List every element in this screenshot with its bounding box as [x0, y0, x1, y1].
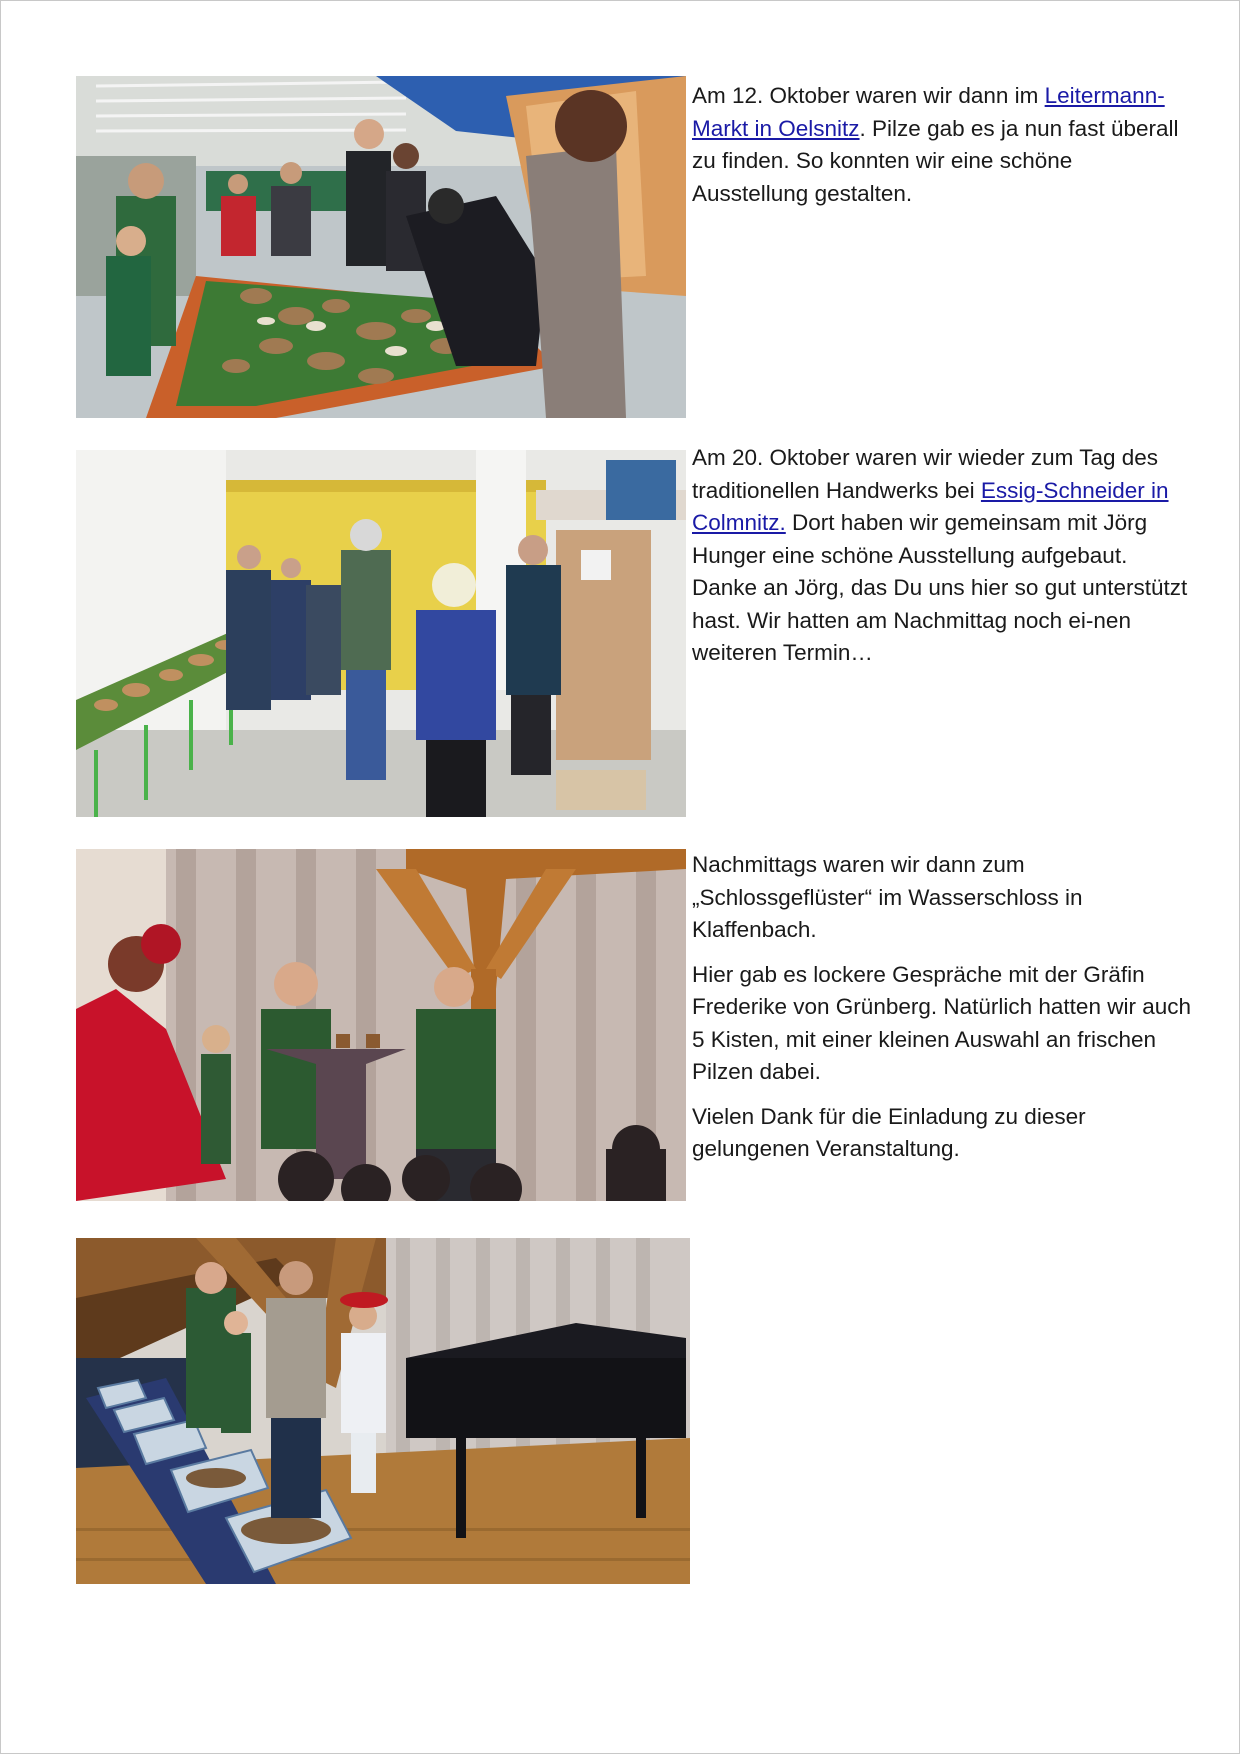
section-1-text [692, 80, 1192, 222]
section-2-text [692, 442, 1192, 682]
photo-stage-talk-image [76, 849, 686, 1201]
section-3-paragraph-3: Vielen Dank für die Einladung zu dieser gelungenen Veranstaltung. [692, 1103, 1086, 1161]
text-fragment: Am 20. Oktober waren wir wieder zum Tag des traditionellen Handwerks bei [692, 445, 1159, 503]
section-3-text [692, 849, 1192, 1178]
photo-market-exhibition [76, 76, 686, 418]
link-essig-schneider[interactable]: Essig-Schneider in Colmnitz. [692, 477, 1169, 535]
section-3-paragraph-2: Hier gab es lockere Gespräche mit der Gräfin Frederike von Grünberg. Natürlich hatten wir auch 5 Kisten, mit einer kleinen Auswahl an frischen Pilzen dabei. [692, 961, 1191, 1084]
section-3-paragraph-1: Nachmittags waren wir dann zum „Schlossgeflüster“ im Wasserschloss in Klaffenbach. [692, 852, 1083, 942]
photo-castle-hall-boxes [76, 1238, 690, 1584]
text-fragment: Am 12. Oktober waren wir dann im [692, 83, 1045, 108]
photo-stage-talk [76, 849, 686, 1201]
section-2-paragraph [692, 442, 1192, 670]
text-fragment: Dort haben wir gemeinsam mit Jörg Hunger eine schöne Ausstellung aufgebaut. Danke an Jörg, das Du uns hier so gut unterstützt hast. Wir hatten am Nachmittag noch ei-nen weiteren Termin… [692, 510, 1188, 665]
link-leitermann-markt[interactable]: Leitermann-Markt in Oelsnitz [692, 83, 1165, 141]
photo-market-exhibition-image [76, 76, 686, 418]
text-fragment: . Pilze gab es ja nun fast überall zu finden. So konnten wir eine schöne Ausstellung gestalten. [692, 115, 1179, 206]
photo-craft-day-image [76, 450, 686, 817]
section-1-paragraph [692, 80, 1192, 210]
photo-castle-hall-image [76, 1238, 690, 1584]
photo-craft-day-exhibition [76, 450, 686, 817]
